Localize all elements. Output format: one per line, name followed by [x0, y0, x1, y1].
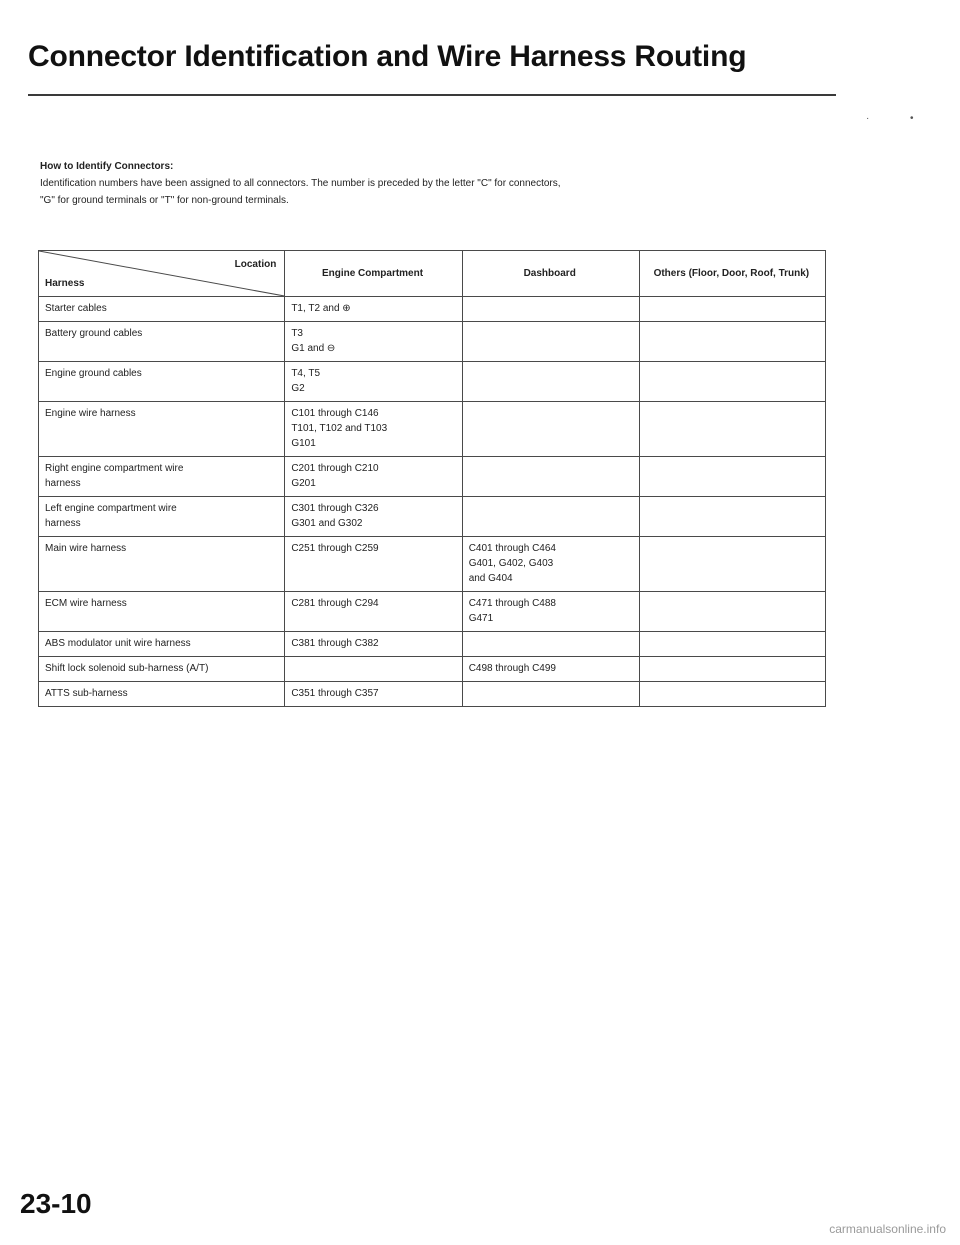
cell-engine: C301 through C326 G301 and G302	[285, 497, 462, 537]
cell-harness: Right engine compartment wire harness	[39, 457, 285, 497]
cell-dashboard: C471 through C488 G471	[462, 592, 639, 632]
stray-mark: •	[910, 113, 914, 124]
cell-harness: ECM wire harness	[39, 592, 285, 632]
table-row	[39, 682, 826, 707]
cell-harness: Left engine compartment wire harness	[39, 497, 285, 537]
cell-dashboard	[462, 682, 639, 707]
cell-engine: C381 through C382	[285, 632, 462, 657]
cell-others	[639, 362, 825, 402]
cell-harness: ABS modulator unit wire harness	[39, 632, 285, 657]
cell-engine: C251 through C259	[285, 537, 462, 592]
table-row	[39, 632, 826, 657]
cell-harness: Engine ground cables	[39, 362, 285, 402]
cell-harness: Engine wire harness	[39, 402, 285, 457]
table-row	[39, 537, 826, 592]
intro-line: "G" for ground terminals or "T" for non-ground terminals.	[40, 195, 289, 206]
cell-others	[639, 632, 825, 657]
table-row	[39, 657, 826, 682]
corner-harness-label: Harness	[45, 278, 85, 289]
cell-others	[639, 297, 825, 322]
cell-others	[639, 322, 825, 362]
intro-line: Identification numbers have been assigned to all connectors. The number is preceded by the letter "C" for connectors,	[40, 178, 561, 189]
cell-others	[639, 657, 825, 682]
cell-dashboard	[462, 457, 639, 497]
connector-table	[38, 250, 826, 707]
title-divider	[28, 94, 836, 96]
table-row	[39, 297, 826, 322]
corner-location-label: Location	[234, 259, 277, 270]
table-row	[39, 402, 826, 457]
table-row	[39, 322, 826, 362]
cell-dashboard	[462, 362, 639, 402]
intro-heading: How to Identify Connectors:	[40, 161, 174, 172]
cell-harness: Shift lock solenoid sub-harness (A/T)	[39, 657, 285, 682]
page-title: Connector Identification and Wire Harness Routing	[28, 40, 747, 73]
column-header: Dashboard	[462, 251, 639, 297]
cell-dashboard: C401 through C464 G401, G402, G403 and G404	[462, 537, 639, 592]
cell-harness: ATTS sub-harness	[39, 682, 285, 707]
cell-engine: T1, T2 and ⊕	[285, 297, 462, 322]
cell-engine: C201 through C210 G201	[285, 457, 462, 497]
cell-dashboard	[462, 632, 639, 657]
table-row	[39, 457, 826, 497]
cell-dashboard: C498 through C499	[462, 657, 639, 682]
cell-engine: T4, T5 G2	[285, 362, 462, 402]
watermark: carmanualsonline.info	[829, 1222, 946, 1236]
cell-engine: C281 through C294	[285, 592, 462, 632]
cell-others	[639, 497, 825, 537]
cell-harness: Starter cables	[39, 297, 285, 322]
cell-harness: Battery ground cables	[39, 322, 285, 362]
intro-section	[40, 158, 840, 209]
table-row	[39, 362, 826, 402]
cell-others	[639, 402, 825, 457]
table-header-row	[39, 251, 826, 297]
cell-others	[639, 592, 825, 632]
page-number: 23-10	[20, 1188, 92, 1219]
column-header: Others (Floor, Door, Roof, Trunk)	[639, 251, 825, 297]
table-row	[39, 497, 826, 537]
table-row	[39, 592, 826, 632]
cell-harness: Main wire harness	[39, 537, 285, 592]
cell-others	[639, 682, 825, 707]
cell-engine: C101 through C146 T101, T102 and T103 G101	[285, 402, 462, 457]
cell-dashboard	[462, 497, 639, 537]
cell-others	[639, 457, 825, 497]
cell-dashboard	[462, 402, 639, 457]
cell-others	[639, 537, 825, 592]
stray-mark: ·	[866, 113, 870, 124]
column-header: Engine Compartment	[285, 251, 462, 297]
cell-engine: T3 G1 and ⊖	[285, 322, 462, 362]
cell-dashboard	[462, 297, 639, 322]
cell-engine	[285, 657, 462, 682]
cell-engine: C351 through C357	[285, 682, 462, 707]
cell-dashboard	[462, 322, 639, 362]
corner-header	[39, 251, 285, 297]
